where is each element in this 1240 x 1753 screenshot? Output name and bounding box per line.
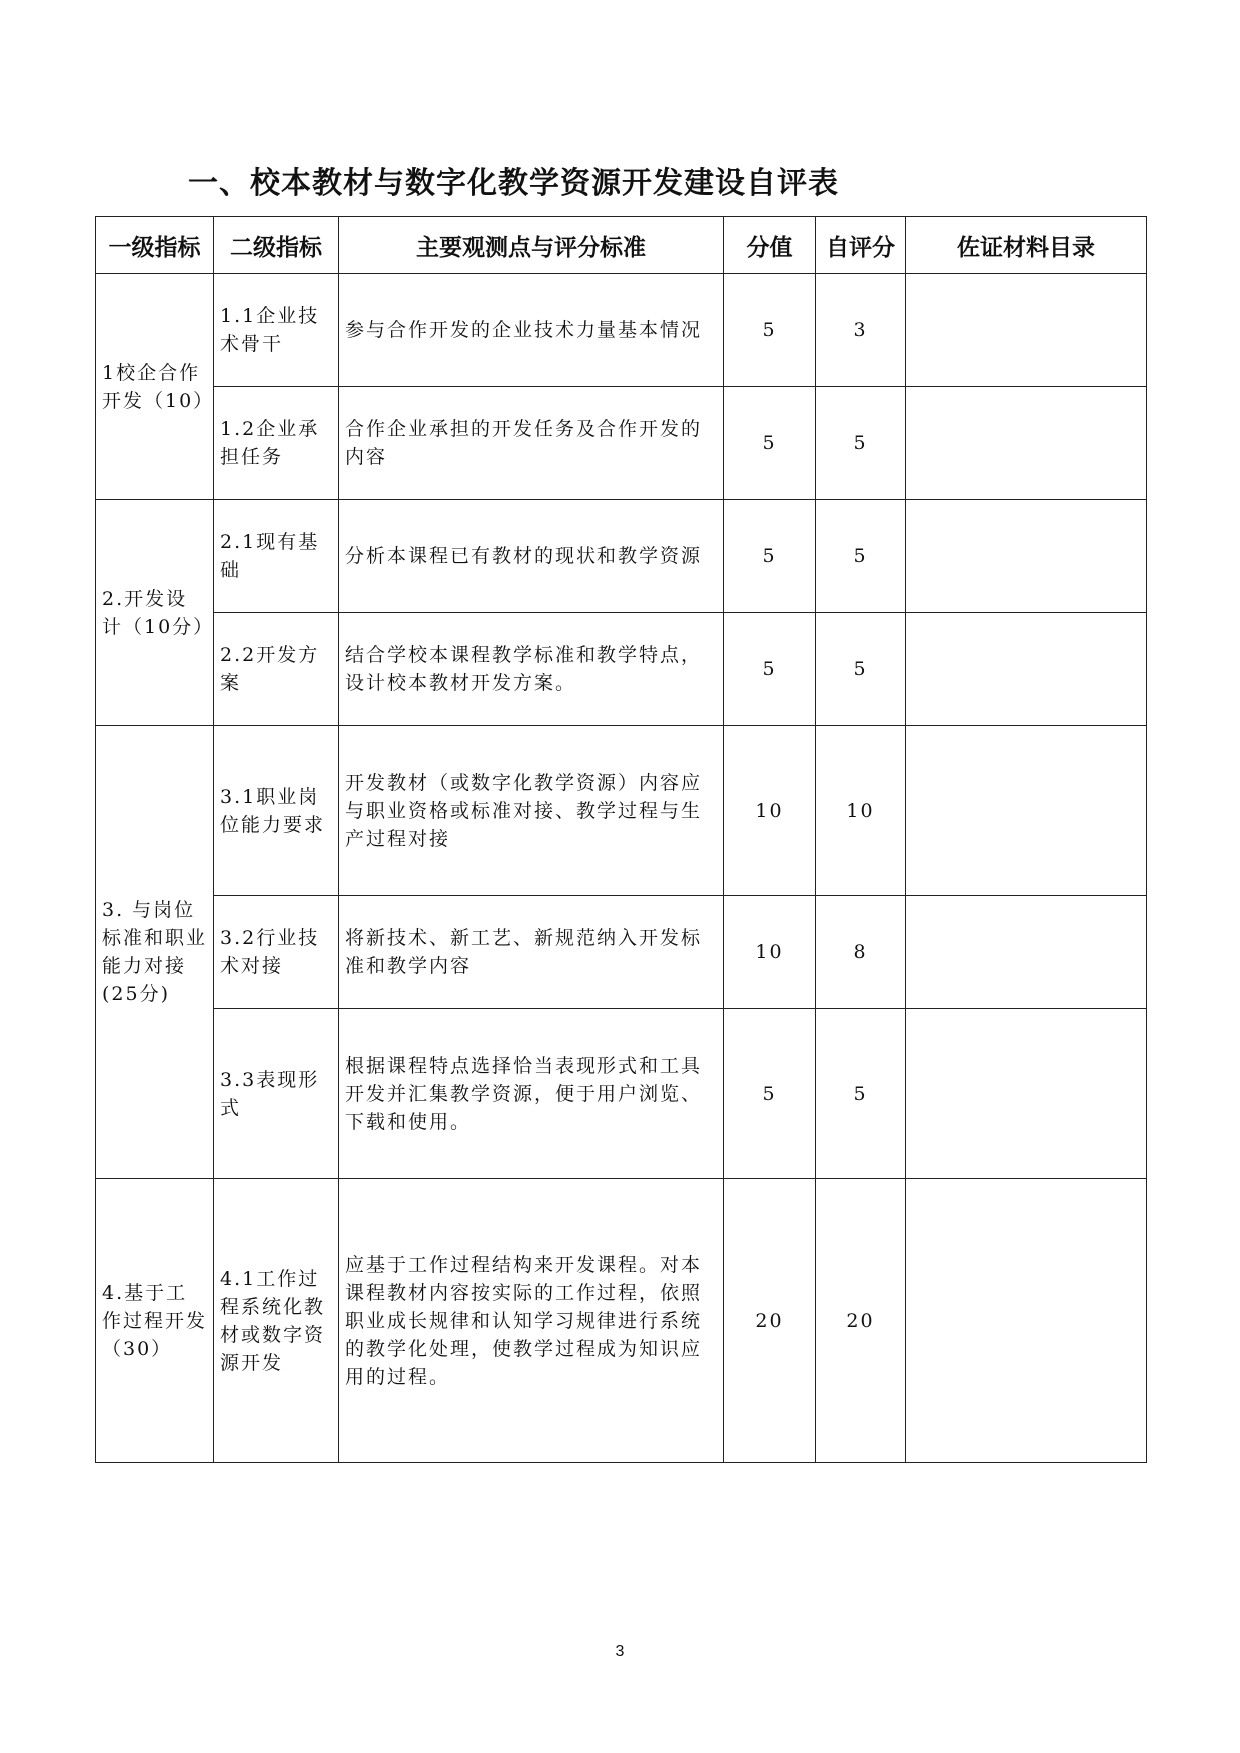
criteria-cell: 合作企业承担的开发任务及合作开发的内容 — [339, 387, 724, 500]
level2-indicator: 3.2行业技术对接 — [214, 896, 339, 1009]
evidence-cell[interactable] — [906, 613, 1147, 726]
table-row — [96, 500, 1147, 613]
level2-indicator: 2.2开发方案 — [214, 613, 339, 726]
score-cell: 5 — [724, 274, 816, 387]
score-cell: 5 — [724, 500, 816, 613]
page-number: 3 — [615, 1643, 625, 1660]
score-cell: 20 — [724, 1179, 816, 1463]
criteria-cell: 应基于工作过程结构来开发课程。对本课程教材内容按实际的工作过程，依照职业成长规律和认知学习规律进行系统的教学化处理，使教学过程成为知识应用的过程。 — [339, 1179, 724, 1463]
score-cell: 5 — [724, 613, 816, 726]
self-score-cell: 5 — [816, 613, 906, 726]
table-row — [96, 896, 1147, 1009]
table-row — [96, 387, 1147, 500]
header-self-score: 自评分 — [816, 217, 906, 274]
score-cell: 5 — [724, 387, 816, 500]
evidence-cell[interactable] — [906, 500, 1147, 613]
criteria-cell: 开发教材（或数字化教学资源）内容应与职业资格或标准对接、教学过程与生产过程对接 — [339, 726, 724, 896]
evidence-cell[interactable] — [906, 387, 1147, 500]
level1-indicator: 4.基于工作过程开发（30） — [96, 1179, 214, 1463]
header-row — [96, 217, 1147, 274]
table-row — [96, 274, 1147, 387]
score-cell: 10 — [724, 726, 816, 896]
evidence-cell[interactable] — [906, 1179, 1147, 1463]
criteria-cell: 将新技术、新工艺、新规范纳入开发标准和教学内容 — [339, 896, 724, 1009]
table-row — [96, 1009, 1147, 1179]
self-score-cell: 5 — [816, 387, 906, 500]
evidence-cell[interactable] — [906, 726, 1147, 896]
evidence-cell[interactable] — [906, 896, 1147, 1009]
score-cell: 10 — [724, 896, 816, 1009]
header-score: 分值 — [724, 217, 816, 274]
self-score-cell: 20 — [816, 1179, 906, 1463]
self-score-cell: 3 — [816, 274, 906, 387]
header-criteria: 主要观测点与评分标准 — [339, 217, 724, 274]
self-score-cell: 8 — [816, 896, 906, 1009]
header-evidence: 佐证材料目录 — [906, 217, 1147, 274]
criteria-cell: 分析本课程已有教材的现状和教学资源 — [339, 500, 724, 613]
self-score-cell: 10 — [816, 726, 906, 896]
table-row — [96, 1179, 1147, 1463]
self-score-cell: 5 — [816, 1009, 906, 1179]
level1-indicator: 3. 与岗位标准和职业能力对接(25分) — [96, 726, 214, 1179]
table-row — [96, 613, 1147, 726]
self-evaluation-table — [95, 216, 1147, 1463]
level1-indicator: 2.开发设计（10分） — [96, 500, 214, 726]
header-level2: 二级指标 — [214, 217, 339, 274]
level2-indicator: 3.3表现形式 — [214, 1009, 339, 1179]
criteria-cell: 根据课程特点选择恰当表现形式和工具开发并汇集教学资源，便于用户浏览、下载和使用。 — [339, 1009, 724, 1179]
level2-indicator: 4.1工作过程系统化教材或数字资源开发 — [214, 1179, 339, 1463]
criteria-cell: 结合学校本课程教学标准和教学特点，设计校本教材开发方案。 — [339, 613, 724, 726]
header-level1: 一级指标 — [96, 217, 214, 274]
evidence-cell[interactable] — [906, 1009, 1147, 1179]
self-score-cell: 5 — [816, 500, 906, 613]
level2-indicator: 1.2企业承担任务 — [214, 387, 339, 500]
page-title: 一、校本教材与数字化教学资源开发建设自评表 — [188, 166, 839, 201]
level2-indicator: 2.1现有基础 — [214, 500, 339, 613]
score-cell: 5 — [724, 1009, 816, 1179]
level2-indicator: 1.1企业技术骨干 — [214, 274, 339, 387]
table-row — [96, 726, 1147, 896]
criteria-cell: 参与合作开发的企业技术力量基本情况 — [339, 274, 724, 387]
level1-indicator: 1校企合作开发（10） — [96, 274, 214, 500]
level2-indicator: 3.1职业岗位能力要求 — [214, 726, 339, 896]
evidence-cell[interactable] — [906, 274, 1147, 387]
